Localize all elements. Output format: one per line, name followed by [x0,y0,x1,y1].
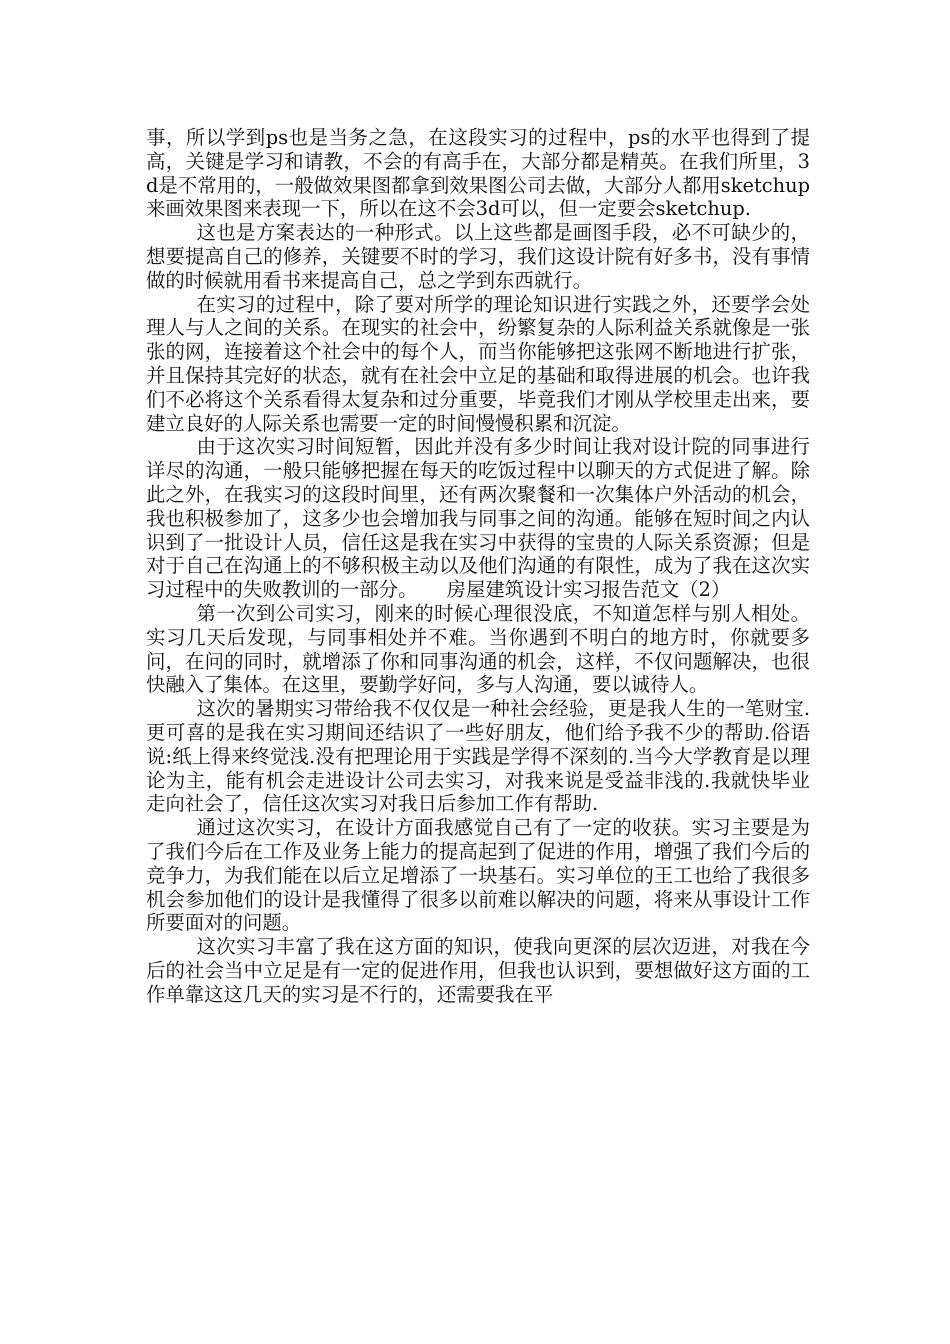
body-text [146,126,810,1006]
paragraph-8: 这次实习丰富了我在这方面的知识，使我向更深的层次迈进，对我在今后的社会当中立足是有一定的促进作用，但我也认识到，要想做好这方面的工作单靠这这几天的实习是不行的，还需要我在平 [146,935,810,1006]
paragraph-5: 第一次到公司实习，刚来的时候心理很没底，不知道怎样与别人相处。实习几天后发现，与同事相处并不难。当你遇到不明白的地方时，你就要多问，在问的同时，就增添了你和同事沟通的机会，这样，不仅问题解决，也很快融入了集体。在这里，要勤学好问，多与人沟通，要以诚待人。 [146,601,810,697]
paragraph-1: 事，所以学到ps也是当务之急，在这段实习的过程中，ps的水平也得到了提高，关键是学习和请教，不会的有高手在，大部分都是精英。在我们所里，3d是不常用的，一般做效果图都拿到效果图公司去做，大部分人都用sketchup来画效果图来表现一下，所以在这不会3d可以，但一定要会sketchup. [146,126,810,221]
paragraph-4: 由于这次实习时间短暂，因此并没有多少时间让我对设计院的同事进行详尽的沟通，一般只能够把握在每天的吃饭过程中以聊天的方式促进了解。除此之外，在我实习的这段时间里，还有两次聚餐和一次集体户外活动的机会，我也积极参加了，这多少也会增加我与同事之间的沟通。能够在短时间之内认识到了一批设计人员，信任这是我在实习中获得的宝贵的人际关系资源；但是对于自己在沟通上的不够积极主动以及他们沟通的有限性，成为了我在这次实习过程中的失败教训的一部分。 房屋建筑设计实习报告范文（2） [146,435,810,602]
paragraph-2: 这也是方案表达的一种形式。以上这些都是画图手段，必不可缺少的，想要提高自己的修养，关键要不时的学习，我们这设计院有好多书，没有事情做的时候就用看书来提高自己，总之学到东西就行。 [146,221,810,292]
paragraph-7: 通过这次实习，在设计方面我感觉自己有了一定的收获。实习主要是为了我们今后在工作及业务上能力的提高起到了促进的作用，增强了我们今后的竞争力，为我们能在以后立足增添了一块基石。实习单位的王工也给了我很多机会参加他们的设计是我懂得了很多以前难以解决的问题，将来从事设计工作所要面对的问题。 [146,816,810,935]
paragraph-3: 在实习的过程中，除了要对所学的理论知识进行实践之外，还要学会处理人与人之间的关系。在现实的社会中，纷繁复杂的人际利益关系就像是一张张的网，连接着这个社会中的每个人，而当你能够把这张网不断地进行扩张，并且保持其完好的状态，就有在社会中立足的基础和取得进展的机会。也许我们不必将这个关系看得太复杂和过分重要，毕竟我们才刚从学校里走出来，要建立良好的人际关系也需要一定的时间慢慢积累和沉淀。 [146,292,810,435]
paragraph-6: 这次的暑期实习带给我不仅仅是一种社会经验，更是我人生的一笔财宝.更可喜的是我在实习期间还结识了一些好朋友，他们给予我不少的帮助.俗语说:纸上得来终觉浅.没有把理论用于实践是学得不深刻的.当今大学教育是以理论为主，能有机会走进设计公司去实习，对我来说是受益非浅的.我就快毕业走向社会了，信任这次实习对我日后参加工作有帮助. [146,697,810,816]
